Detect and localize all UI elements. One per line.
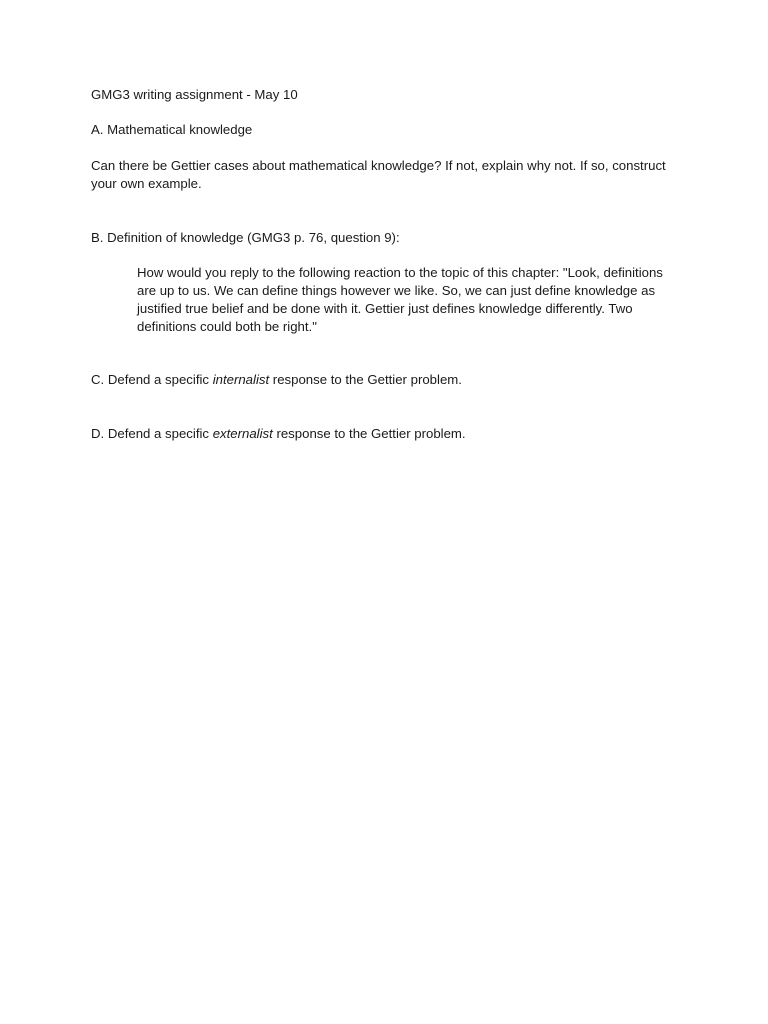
section-c-prompt xyxy=(91,371,462,389)
section-d-prompt xyxy=(91,425,466,443)
section-d-suffix: response to the Gettier problem. xyxy=(272,426,466,441)
section-c-emphasis: internalist xyxy=(212,372,270,387)
section-d-prefix: D. Defend a specific xyxy=(91,426,213,441)
document-title: GMG3 writing assignment - May 10 xyxy=(91,87,298,102)
section-c-suffix: response to the Gettier problem. xyxy=(269,372,462,387)
section-b-quote: How would you reply to the following reaction to the topic of this chapter: "Look, definitions are up to us. We can define things however we like. So, we can just define knowledge as justified true belief and be done with it. Gettier just defines knowledge differently. Two definitions could both be right." xyxy=(137,265,663,334)
section-c-prefix: C. Defend a specific xyxy=(91,372,213,387)
section-d-emphasis: externalist xyxy=(212,426,273,441)
section-a-body: Can there be Gettier cases about mathematical knowledge? If not, explain why not. If so, construct your own example. xyxy=(91,158,666,191)
section-b-heading: B. Definition of knowledge (GMG3 p. 76, question 9): xyxy=(91,230,400,245)
section-a-heading: A. Mathematical knowledge xyxy=(91,122,253,137)
